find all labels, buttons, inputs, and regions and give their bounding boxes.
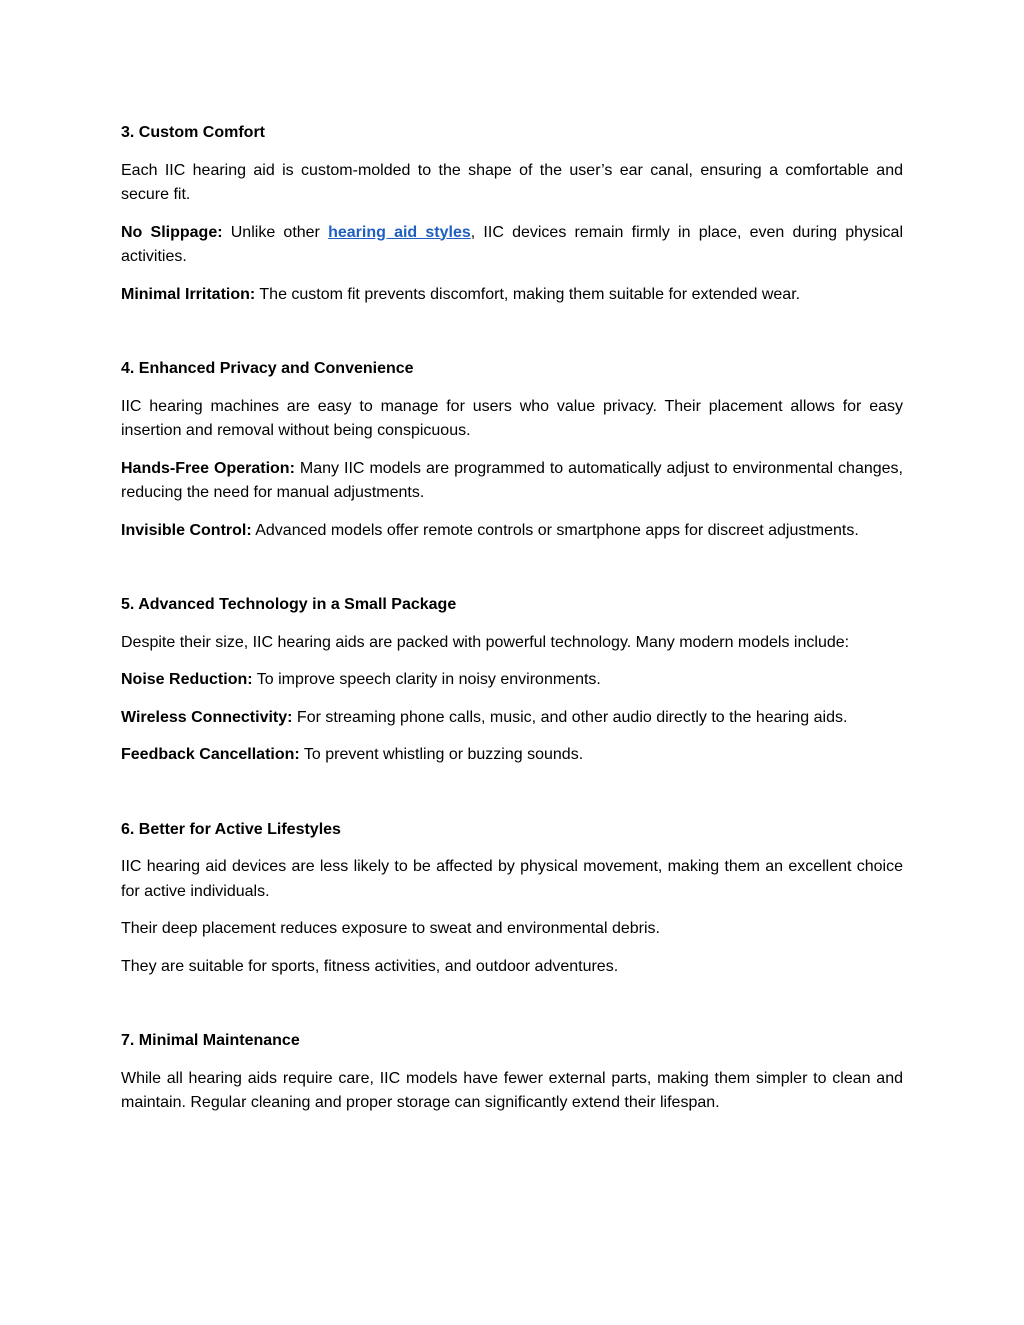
item-wireless-connectivity [121, 706, 903, 731]
item-text-pre: Unlike other [222, 223, 329, 241]
item-term: Feedback Cancellation: [121, 746, 300, 763]
document-page [121, 121, 903, 1129]
section-intro: IIC hearing aid devices are less likely to be affected by physical movement, making them an excellent choice for active individuals. [121, 858, 903, 900]
section-intro: IIC hearing machines are easy to manage for users who value privacy. Their placement allows for easy insertion and removal without being conspicuous. [121, 397, 903, 439]
item-minimal-irritation [121, 283, 903, 308]
hearing-aid-styles-link[interactable]: hearing aid styles [328, 223, 471, 241]
item-noise-reduction [121, 668, 903, 693]
item-term: Minimal Irritation: [121, 285, 256, 303]
item-term: Noise Reduction: [121, 671, 253, 688]
item-term: No Slippage: [121, 223, 223, 241]
section-intro: Each IIC hearing aid is custom-molded to the shape of the user’s ear canal, ensuring a comfortable and secure fit. [121, 161, 903, 203]
section-heading: 3. Custom Comfort [121, 124, 265, 141]
item-term: Invisible Control: [121, 521, 252, 539]
item-text: The custom fit prevents discomfort, making them suitable for extended wear. [255, 285, 801, 303]
item-hands-free-operation [121, 457, 903, 506]
item-feedback-cancellation [121, 743, 903, 768]
section-heading: 5. Advanced Technology in a Small Package [121, 596, 457, 613]
item-no-slippage [121, 221, 903, 270]
item-text: Advanced models offer remote controls or smartphone apps for discreet adjustments. [251, 521, 859, 539]
section-custom-comfort [121, 121, 903, 307]
item-text: To prevent whistling or buzzing sounds. [299, 746, 584, 763]
item-text: To improve speech clarity in noisy environments. [252, 671, 601, 688]
section-active-lifestyles [121, 818, 903, 980]
section-intro: While all hearing aids require care, IIC models have fewer external parts, making them simpler to clean and maintain. Regular cleaning and proper storage can significantly extend their lifespan. [121, 1069, 903, 1111]
item-text: Many IIC models are programmed to automatically adjust to environmental changes, reducing the need for manual adjustments. [121, 459, 903, 501]
section-advanced-technology [121, 593, 903, 768]
item-text-post: , IIC devices remain firmly in place, even during physical activities. [121, 223, 904, 265]
section-heading: 7. Minimal Maintenance [121, 1032, 300, 1049]
section-intro: Despite their size, IIC hearing aids are packed with powerful technology. Many modern models include: [121, 633, 850, 651]
item-term: Wireless Connectivity: [121, 708, 293, 726]
item-term: Hands-Free Operation: [121, 459, 295, 477]
paragraph: Their deep placement reduces exposure to sweat and environmental debris. [121, 920, 660, 937]
paragraph: They are suitable for sports, fitness activities, and outdoor adventures. [121, 957, 619, 975]
section-privacy-convenience [121, 357, 903, 543]
section-heading: 4. Enhanced Privacy and Convenience [121, 360, 414, 377]
section-heading: 6. Better for Active Lifestyles [121, 820, 341, 838]
section-minimal-maintenance [121, 1029, 903, 1116]
item-invisible-control [121, 519, 903, 544]
item-text: For streaming phone calls, music, and other audio directly to the hearing aids. [292, 708, 848, 726]
